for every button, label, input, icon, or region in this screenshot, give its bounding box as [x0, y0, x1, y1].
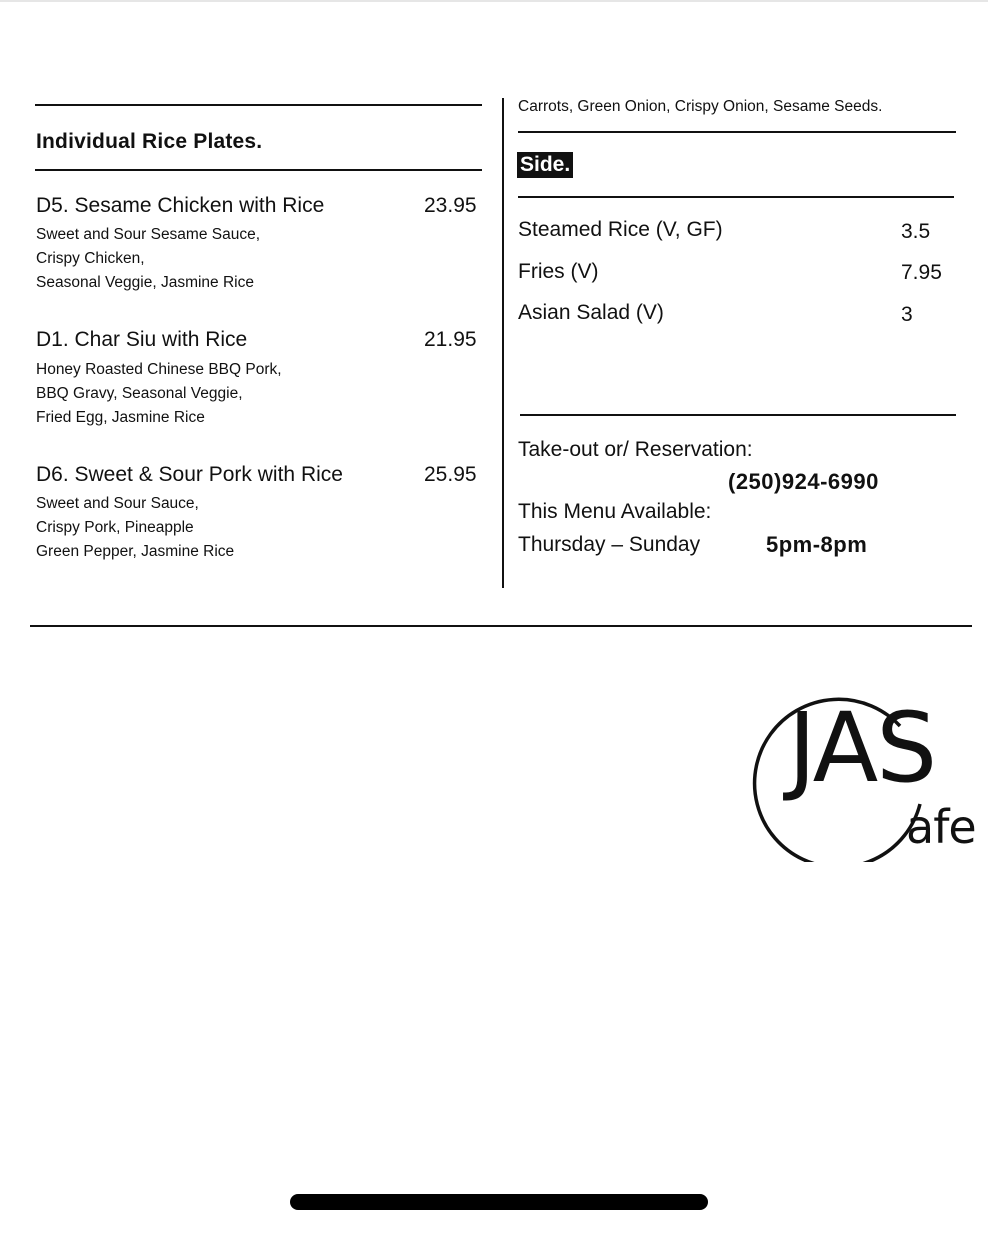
- section-title-rice-plates: Individual Rice Plates.: [36, 130, 263, 153]
- side-item-name: Asian Salad (V): [518, 301, 664, 324]
- menu-bottom-rule: [30, 625, 972, 627]
- description-line: BBQ Gravy, Seasonal Veggie,: [36, 385, 243, 402]
- right-top-rule: [518, 131, 956, 133]
- jas-cafe-logo: [750, 686, 980, 862]
- description-line: Sweet and Sour Sauce,: [36, 495, 199, 512]
- menu-item-name: D1. Char Siu with Rice: [36, 328, 248, 351]
- side-title-rule: [518, 196, 954, 198]
- phone-number: (250)924-6990: [728, 469, 879, 494]
- description-line: Sweet and Sour Sesame Sauce,: [36, 226, 261, 243]
- description-line: Crispy Pork, Pineapple: [36, 519, 194, 536]
- home-indicator[interactable]: [290, 1194, 708, 1210]
- description-line: Honey Roasted Chinese BBQ Pork,: [36, 361, 282, 378]
- left-top-rule: [35, 104, 482, 106]
- menu-item-description: [36, 223, 260, 295]
- side-item-price: 7.95: [901, 261, 942, 284]
- menu-item-name: D5. Sesame Chicken with Rice: [36, 194, 325, 217]
- menu-item-price: 25.95: [424, 463, 477, 486]
- side-item-price: 3: [901, 303, 913, 326]
- side-item-name: Steamed Rice (V, GF): [518, 218, 723, 241]
- description-line: Crispy Chicken,: [36, 250, 145, 267]
- availability-days: Thursday – Sunday: [518, 533, 701, 556]
- menu-item-price: 21.95: [424, 328, 477, 351]
- availability-label: This Menu Available:: [518, 500, 712, 523]
- top-border: [0, 0, 988, 2]
- menu-item-price: 23.95: [424, 194, 477, 217]
- side-item-name: Fries (V): [518, 260, 599, 283]
- column-divider: [502, 98, 504, 588]
- availability-hours: 5pm-8pm: [766, 532, 868, 557]
- contact-rule: [520, 414, 956, 416]
- section-title-side: [517, 152, 573, 178]
- description-line: Green Pepper, Jasmine Rice: [36, 543, 235, 560]
- description-line: Seasonal Veggie, Jasmine Rice: [36, 274, 254, 291]
- description-line: Fried Egg, Jasmine Rice: [36, 409, 205, 426]
- takeout-label: Take-out or/ Reservation:: [518, 438, 753, 461]
- logo-letters: JAS: [788, 692, 936, 804]
- logo-suffix: afe: [906, 800, 976, 854]
- menu-item-name: D6. Sweet & Sour Pork with Rice: [36, 463, 343, 486]
- side-title-label: Side.: [517, 152, 573, 178]
- carryover-description: Carrots, Green Onion, Crispy Onion, Sesame Seeds.: [518, 98, 883, 115]
- menu-item-description: [36, 492, 234, 564]
- left-title-rule: [35, 169, 482, 171]
- menu-item-description: [36, 358, 282, 430]
- side-item-price: 3.5: [901, 220, 931, 243]
